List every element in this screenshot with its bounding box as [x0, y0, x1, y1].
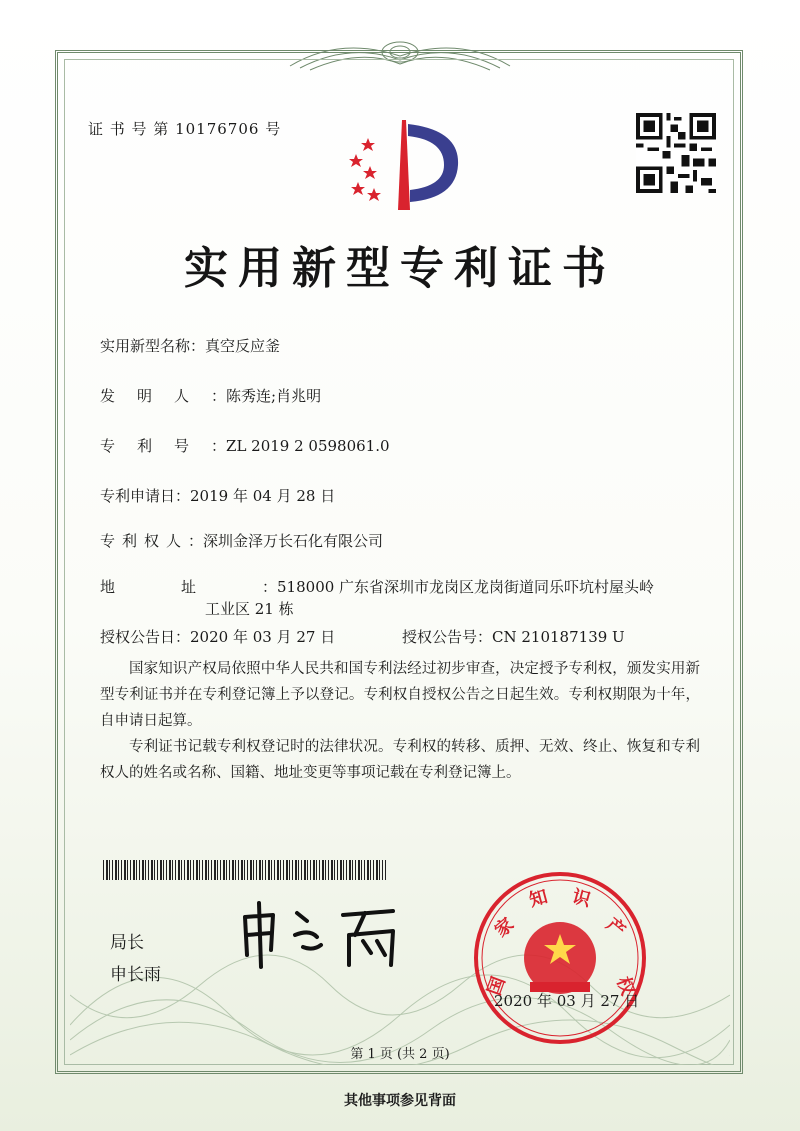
director-name: 申长雨: [110, 965, 161, 985]
field-application-date: [100, 485, 335, 506]
field-label: 实用新型名称：: [100, 337, 206, 355]
svg-text:国: 国: [483, 974, 510, 999]
body-paragraph-1: 国家知识产权局依照中华人民共和国专利法经过初步审查，决定授予专利权，颁发实用新型专利证书并在专利登记簿上予以登记。专利权自授权公告之日起生效。专利权期限为十年，自申请日起算。: [100, 661, 700, 729]
svg-text:产: 产: [601, 913, 630, 942]
field-value: 518000 广东省深圳市龙岗区龙岗街道同乐吓坑村屋头岭: [277, 578, 655, 596]
seal-date: 2020 年 03 月 27 日: [494, 992, 640, 1010]
qr-code-icon: [636, 113, 716, 193]
field-grant-date: [100, 626, 335, 647]
director-signature: [225, 895, 425, 975]
field-address: [100, 576, 654, 597]
field-value: ZL 2019 2 0598061.0: [226, 437, 390, 455]
field-label: 专利号：: [100, 437, 249, 455]
svg-text:知: 知: [527, 886, 550, 912]
body-paragraph-2: 专利证书记载专利权登记时的法律状况。专利权的转移、质押、无效、终止、恢复和专利权人的姓名或名称、国籍、地址变更等事项记载在专利登记簿上。: [100, 739, 700, 781]
page-number: 第 1 页 (共 2 页): [350, 1047, 450, 1062]
field-label: 地址：: [100, 578, 344, 596]
field-label: 授权公告日：: [100, 628, 191, 646]
field-label: 发明人：: [100, 387, 249, 405]
official-seal-icon: [472, 870, 648, 1046]
cnipa-logo-icon: [340, 110, 470, 220]
field-value: 真空反应釜: [205, 337, 281, 355]
field-value: CN 210187139 U: [492, 628, 625, 646]
field-label: 专利申请日：: [100, 487, 191, 505]
field-patent-number: [100, 435, 390, 456]
field-label: 专利权人：: [100, 532, 211, 550]
certificate-number: 证 书 号 第 10176706 号: [88, 120, 282, 138]
svg-text:权: 权: [612, 974, 639, 999]
address-line-2: 工业区 21 栋: [205, 600, 294, 618]
director-title: 局长: [110, 933, 144, 953]
field-grant-number: [402, 626, 625, 647]
barcode: [103, 860, 386, 880]
field-value: 陈秀连;肖兆明: [226, 387, 322, 405]
svg-text:识: 识: [570, 886, 593, 912]
field-label: 授权公告号：: [402, 628, 493, 646]
footer-note: 其他事项参见背面: [344, 1093, 456, 1109]
field-value: 2020 年 03 月 27 日: [190, 628, 336, 646]
field-patentee: [100, 530, 383, 551]
field-utility-model-name: [100, 335, 280, 356]
certificate-title: 实用新型专利证书: [184, 243, 616, 294]
field-value: 2019 年 04 月 28 日: [190, 487, 336, 505]
field-value: 深圳金泽万长石化有限公司: [203, 532, 384, 550]
field-inventor: [100, 385, 321, 406]
svg-text:家: 家: [490, 913, 519, 942]
